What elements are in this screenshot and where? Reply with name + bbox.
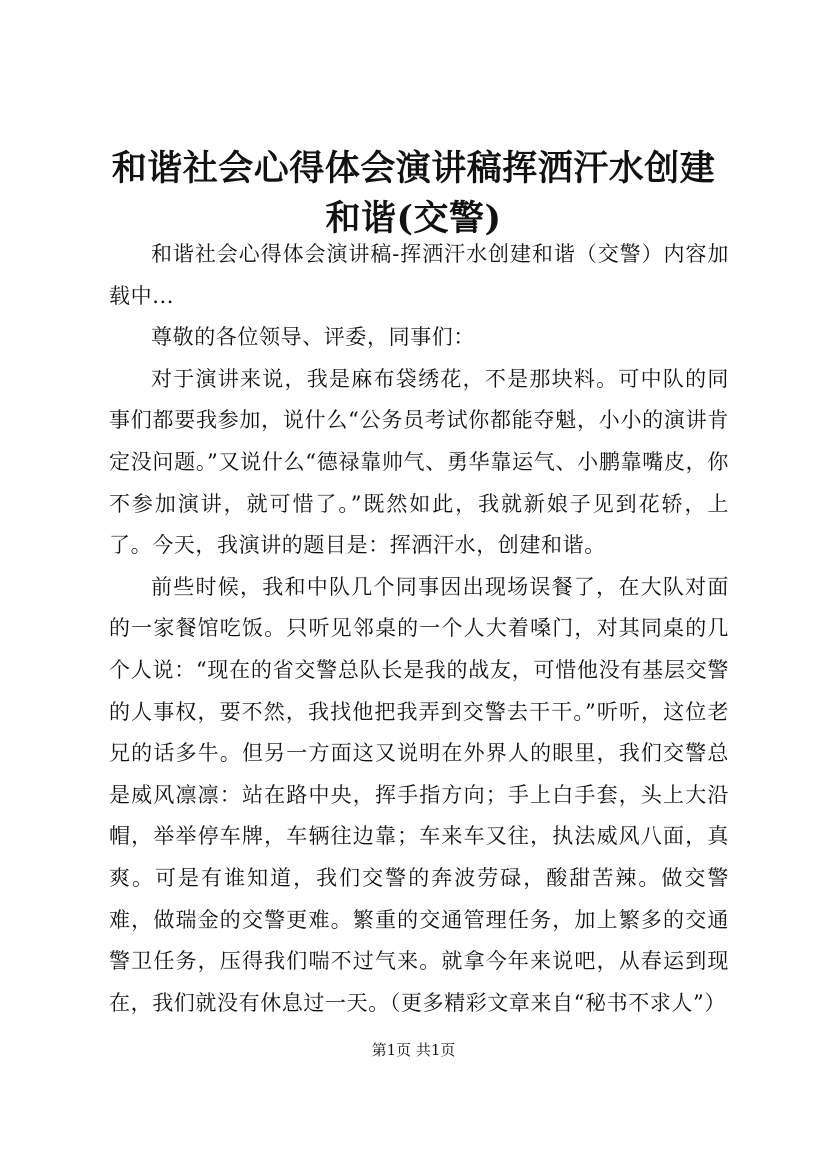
paragraph-intro: 和谐社会心得体会演讲稿-挥洒汗水创建和谐（交警）内容加载中... <box>109 242 729 308</box>
paragraph-main: 前些时候，我和中队几个同事因出现场误餐了，在大队对面的一家餐馆吃饭。只听见邻桌的一个人大着嗓门，对其同桌的几个人说：“现在的省交警总队长是我的战友，可惜他没有基层交警的人事权，要不然，我找他把我弄到交警去干干。”听听，这位老兄的话多牛。但另一方面这又说明在外界人的眼里，我们交警总是威风凛凛：站在路中央，挥手指方向；手上白手套，头上大沿帽，举举停车牌，车辆往边靠；车来车又往，执法威风八面，真爽。可是有谁知道，我们交警的奔波劳碌，酸甜苦辣。做交警难，做瑞金的交警更难。繁重的交通管理任务，加上繁多的交通警卫任务，压得我们喘不过气来。就拿今年来说吧，从春运到现在，我们就没有休息过一天。（更多精彩文章来自“秘书不求人”） <box>109 574 729 1015</box>
document-body <box>109 234 729 1024</box>
paragraph-salutation: 尊敬的各位领导、评委，同事们： <box>151 325 475 350</box>
page-footer: 第1页 共1页 <box>371 1041 456 1059</box>
paragraph-opening: 对于演讲来说，我是麻布袋绣花，不是那块料。可中队的同事们都要我参加，说什么“公务员考试你都能夺魁，小小的演讲肯定没问题。”又说什么“德禄靠帅气、勇华靠运气、小鹏靠嘴皮，你不参加演讲，就可惜了。”既然如此，我就新娘子见到花轿，上了。今天，我演讲的题目是：挥洒汗水，创建和谐。 <box>109 366 729 558</box>
document-title: 和谐社会心得体会演讲稿挥洒汗水创建和谐(交警) <box>111 148 716 239</box>
